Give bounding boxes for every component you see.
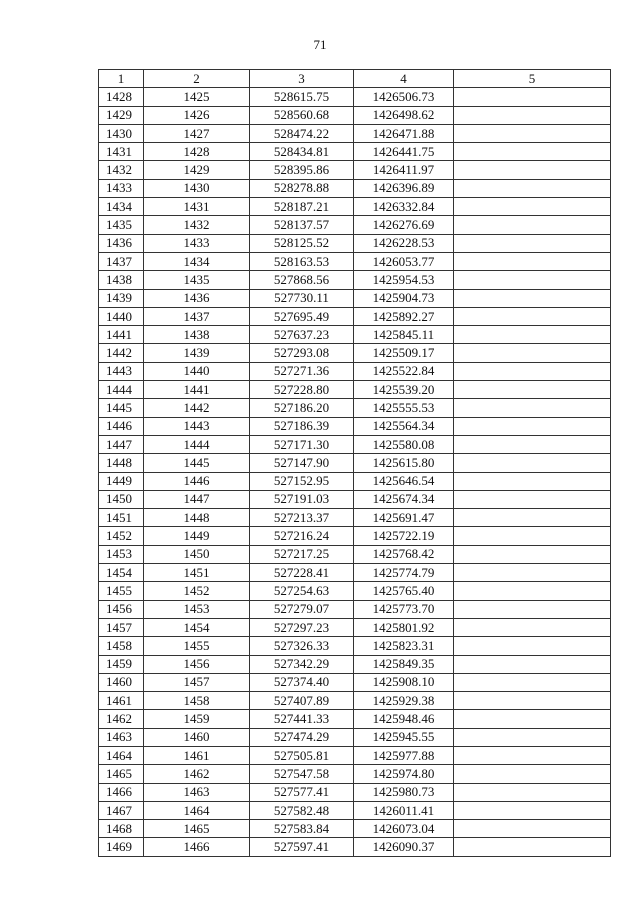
- table-cell: 527583.84: [250, 820, 354, 838]
- table-row: [99, 88, 611, 106]
- table-cell: 1447: [144, 490, 250, 508]
- table-cell: 1425555.53: [354, 399, 454, 417]
- table-row: [99, 692, 611, 710]
- table-row: [99, 435, 611, 453]
- table-cell: 1441: [99, 326, 144, 344]
- table-row: [99, 545, 611, 563]
- column-header: 5: [454, 70, 611, 88]
- table-cell: 1461: [144, 746, 250, 764]
- table-row: [99, 673, 611, 691]
- table-cell: 1434: [99, 198, 144, 216]
- table-cell: 1425646.54: [354, 472, 454, 490]
- table-cell: 1462: [144, 765, 250, 783]
- table-cell: 1425929.38: [354, 692, 454, 710]
- table-cell: 1450: [99, 490, 144, 508]
- table-cell: [454, 124, 611, 142]
- table-cell: [454, 161, 611, 179]
- table-cell: 1464: [144, 801, 250, 819]
- table-cell: 1425: [144, 88, 250, 106]
- table-row: [99, 710, 611, 728]
- table-cell: 1426011.41: [354, 801, 454, 819]
- table-cell: 1440: [144, 362, 250, 380]
- table-cell: 527297.23: [250, 618, 354, 636]
- table-cell: 1425722.19: [354, 527, 454, 545]
- table-row: [99, 326, 611, 344]
- table-row: [99, 600, 611, 618]
- table-row: [99, 399, 611, 417]
- table-cell: 1458: [144, 692, 250, 710]
- table-cell: 527228.80: [250, 381, 354, 399]
- table-cell: [454, 710, 611, 728]
- table-cell: 1426073.04: [354, 820, 454, 838]
- table-cell: 528278.88: [250, 179, 354, 197]
- table-row: [99, 161, 611, 179]
- table-cell: 1442: [99, 344, 144, 362]
- table-cell: 1425773.70: [354, 600, 454, 618]
- table-cell: [454, 216, 611, 234]
- table-cell: 1426441.75: [354, 143, 454, 161]
- table-row: [99, 655, 611, 673]
- table-cell: 1458: [99, 637, 144, 655]
- table-cell: 1425509.17: [354, 344, 454, 362]
- table-cell: [454, 344, 611, 362]
- table-cell: [454, 234, 611, 252]
- table-cell: 527868.56: [250, 271, 354, 289]
- table-cell: 1425522.84: [354, 362, 454, 380]
- table-cell: 1453: [144, 600, 250, 618]
- table-cell: [454, 454, 611, 472]
- table-cell: 1426396.89: [354, 179, 454, 197]
- table-cell: 527254.63: [250, 582, 354, 600]
- table-cell: [454, 801, 611, 819]
- table-cell: 1440: [99, 307, 144, 325]
- table-cell: 1437: [144, 307, 250, 325]
- table-cell: [454, 582, 611, 600]
- table-cell: 1434: [144, 252, 250, 270]
- table-cell: 527228.41: [250, 564, 354, 582]
- table-header-row: [99, 70, 611, 88]
- table-cell: 527441.33: [250, 710, 354, 728]
- table-cell: 1459: [144, 710, 250, 728]
- table-cell: [454, 838, 611, 856]
- table-cell: 528560.68: [250, 106, 354, 124]
- table-cell: 1454: [144, 618, 250, 636]
- table-cell: 527637.23: [250, 326, 354, 344]
- table-cell: 1425615.80: [354, 454, 454, 472]
- table-cell: [454, 673, 611, 691]
- column-header: 4: [354, 70, 454, 88]
- table-cell: 1445: [144, 454, 250, 472]
- table-cell: 527171.30: [250, 435, 354, 453]
- table-cell: 1451: [144, 564, 250, 582]
- table-cell: 527342.29: [250, 655, 354, 673]
- table-row: [99, 344, 611, 362]
- table-cell: 527216.24: [250, 527, 354, 545]
- table-cell: 1441: [144, 381, 250, 399]
- table-row: [99, 124, 611, 142]
- table-row: [99, 198, 611, 216]
- table-cell: 1425768.42: [354, 545, 454, 563]
- table-cell: 527374.40: [250, 673, 354, 691]
- table-cell: 1446: [144, 472, 250, 490]
- table-row: [99, 728, 611, 746]
- column-header: 2: [144, 70, 250, 88]
- table-row: [99, 454, 611, 472]
- table-cell: 527271.36: [250, 362, 354, 380]
- table-cell: 1426228.53: [354, 234, 454, 252]
- page-number: 71: [313, 37, 327, 52]
- table-cell: 527217.25: [250, 545, 354, 563]
- table-cell: 1425564.34: [354, 417, 454, 435]
- table-cell: 1468: [99, 820, 144, 838]
- table-cell: [454, 252, 611, 270]
- table-cell: 1452: [99, 527, 144, 545]
- column-header: 3: [250, 70, 354, 88]
- table-cell: 1428: [144, 143, 250, 161]
- table-cell: 1469: [99, 838, 144, 856]
- table-cell: [454, 307, 611, 325]
- table-cell: 527730.11: [250, 289, 354, 307]
- table-cell: 1450: [144, 545, 250, 563]
- table-cell: 1425674.34: [354, 490, 454, 508]
- table-cell: 1425765.40: [354, 582, 454, 600]
- table-cell: [454, 564, 611, 582]
- table-cell: 1453: [99, 545, 144, 563]
- table-row: [99, 307, 611, 325]
- table-cell: 527582.48: [250, 801, 354, 819]
- table-cell: [454, 820, 611, 838]
- table-cell: 1435: [99, 216, 144, 234]
- table-row: [99, 783, 611, 801]
- table-cell: 1425980.73: [354, 783, 454, 801]
- table-cell: 527407.89: [250, 692, 354, 710]
- table-cell: 1449: [144, 527, 250, 545]
- table-cell: [454, 399, 611, 417]
- table-cell: [454, 106, 611, 124]
- table-cell: 1425845.11: [354, 326, 454, 344]
- table-cell: 1431: [144, 198, 250, 216]
- table-cell: 1433: [144, 234, 250, 252]
- table-cell: 527191.03: [250, 490, 354, 508]
- table-cell: 1426498.62: [354, 106, 454, 124]
- table-cell: 1431: [99, 143, 144, 161]
- table-cell: [454, 88, 611, 106]
- table-cell: 1425954.53: [354, 271, 454, 289]
- table-cell: 1425945.55: [354, 728, 454, 746]
- table-cell: 1429: [144, 161, 250, 179]
- table-cell: 1426053.77: [354, 252, 454, 270]
- table-cell: 528474.22: [250, 124, 354, 142]
- table-cell: 527186.20: [250, 399, 354, 417]
- table-cell: [454, 179, 611, 197]
- table-cell: [454, 692, 611, 710]
- table-row: [99, 362, 611, 380]
- table-cell: 1426090.37: [354, 838, 454, 856]
- table-row: [99, 472, 611, 490]
- table-cell: 528137.57: [250, 216, 354, 234]
- table-row: [99, 106, 611, 124]
- table-cell: 1425892.27: [354, 307, 454, 325]
- table-cell: [454, 472, 611, 490]
- table-cell: [454, 600, 611, 618]
- table-cell: [454, 143, 611, 161]
- table-cell: 1464: [99, 746, 144, 764]
- table-cell: 1460: [99, 673, 144, 691]
- table-cell: 1439: [144, 344, 250, 362]
- table-cell: [454, 545, 611, 563]
- table-cell: 527147.90: [250, 454, 354, 472]
- table-cell: 1425580.08: [354, 435, 454, 453]
- table-cell: [454, 618, 611, 636]
- table-cell: 528125.52: [250, 234, 354, 252]
- table-cell: 1456: [144, 655, 250, 673]
- table-cell: 1425774.79: [354, 564, 454, 582]
- table-cell: 1456: [99, 600, 144, 618]
- table-cell: 1443: [144, 417, 250, 435]
- table-cell: 1448: [99, 454, 144, 472]
- table-row: [99, 801, 611, 819]
- table-cell: 1443: [99, 362, 144, 380]
- table-cell: 1465: [144, 820, 250, 838]
- table-cell: 1430: [99, 124, 144, 142]
- table-cell: 1444: [99, 381, 144, 399]
- table-cell: 527293.08: [250, 344, 354, 362]
- table-cell: 1425948.46: [354, 710, 454, 728]
- table-row: [99, 527, 611, 545]
- table-cell: 1446: [99, 417, 144, 435]
- table-cell: 1425691.47: [354, 509, 454, 527]
- table-row: [99, 271, 611, 289]
- table-cell: 1447: [99, 435, 144, 453]
- table-cell: 1457: [144, 673, 250, 691]
- table-cell: 1449: [99, 472, 144, 490]
- table-cell: [454, 655, 611, 673]
- table-cell: [454, 435, 611, 453]
- table-cell: 1466: [144, 838, 250, 856]
- table-cell: 527213.37: [250, 509, 354, 527]
- table-cell: 527152.95: [250, 472, 354, 490]
- table-cell: 1428: [99, 88, 144, 106]
- table-cell: [454, 527, 611, 545]
- table-cell: 528434.81: [250, 143, 354, 161]
- table-cell: 1455: [144, 637, 250, 655]
- table-cell: 1425977.88: [354, 746, 454, 764]
- table-row: [99, 637, 611, 655]
- table-cell: 1425974.80: [354, 765, 454, 783]
- table-cell: 1433: [99, 179, 144, 197]
- table-cell: [454, 271, 611, 289]
- table-cell: 527597.41: [250, 838, 354, 856]
- table-cell: [454, 289, 611, 307]
- table-row: [99, 746, 611, 764]
- table-row: [99, 509, 611, 527]
- table-cell: [454, 417, 611, 435]
- table-cell: 1445: [99, 399, 144, 417]
- table-cell: 527279.07: [250, 600, 354, 618]
- table-cell: 528615.75: [250, 88, 354, 106]
- table-cell: 1425801.92: [354, 618, 454, 636]
- table-row: [99, 417, 611, 435]
- table-cell: 1426506.73: [354, 88, 454, 106]
- table-cell: 1438: [99, 271, 144, 289]
- table-cell: 527186.39: [250, 417, 354, 435]
- table-cell: 1459: [99, 655, 144, 673]
- table-row: [99, 252, 611, 270]
- coordinates-table: [98, 69, 611, 857]
- table-cell: 1451: [99, 509, 144, 527]
- table-cell: 1444: [144, 435, 250, 453]
- table-cell: 1425904.73: [354, 289, 454, 307]
- table-cell: 527577.41: [250, 783, 354, 801]
- table-cell: 1462: [99, 710, 144, 728]
- table-cell: 1454: [99, 564, 144, 582]
- table-cell: 527547.58: [250, 765, 354, 783]
- table-cell: 1425539.20: [354, 381, 454, 399]
- table-cell: [454, 728, 611, 746]
- table-row: [99, 216, 611, 234]
- table-cell: 1448: [144, 509, 250, 527]
- table-cell: [454, 509, 611, 527]
- table-cell: 1467: [99, 801, 144, 819]
- table-cell: 1435: [144, 271, 250, 289]
- table-cell: 1439: [99, 289, 144, 307]
- table-cell: 1432: [99, 161, 144, 179]
- table-row: [99, 381, 611, 399]
- table-row: [99, 765, 611, 783]
- table-row: [99, 618, 611, 636]
- table-cell: [454, 783, 611, 801]
- table-cell: 1426: [144, 106, 250, 124]
- table-cell: 1426276.69: [354, 216, 454, 234]
- table-cell: 1438: [144, 326, 250, 344]
- table-cell: 1426471.88: [354, 124, 454, 142]
- table-cell: [454, 362, 611, 380]
- table-cell: 528395.86: [250, 161, 354, 179]
- table-cell: [454, 198, 611, 216]
- table-cell: 527474.29: [250, 728, 354, 746]
- table-row: [99, 234, 611, 252]
- table-row: [99, 143, 611, 161]
- table-row: [99, 490, 611, 508]
- table-row: [99, 564, 611, 582]
- table-cell: 1460: [144, 728, 250, 746]
- table-cell: [454, 381, 611, 399]
- table-cell: 1466: [99, 783, 144, 801]
- table-row: [99, 820, 611, 838]
- table-row: [99, 838, 611, 856]
- table-cell: 528163.53: [250, 252, 354, 270]
- table-cell: 1425908.10: [354, 673, 454, 691]
- table-cell: 1463: [99, 728, 144, 746]
- table-cell: 527326.33: [250, 637, 354, 655]
- table-cell: 1437: [99, 252, 144, 270]
- table-row: [99, 582, 611, 600]
- table-cell: 1455: [99, 582, 144, 600]
- table-cell: 1436: [99, 234, 144, 252]
- table-cell: 527695.49: [250, 307, 354, 325]
- table-cell: 1429: [99, 106, 144, 124]
- table-cell: 1457: [99, 618, 144, 636]
- table-cell: 1426411.97: [354, 161, 454, 179]
- table-cell: 1465: [99, 765, 144, 783]
- table-cell: 1426332.84: [354, 198, 454, 216]
- table-cell: [454, 326, 611, 344]
- table-cell: 1427: [144, 124, 250, 142]
- table-cell: 1425823.31: [354, 637, 454, 655]
- table-cell: 1452: [144, 582, 250, 600]
- table-cell: 1432: [144, 216, 250, 234]
- table-cell: 1463: [144, 783, 250, 801]
- table-cell: 1425849.35: [354, 655, 454, 673]
- table-cell: 1430: [144, 179, 250, 197]
- table-cell: [454, 765, 611, 783]
- table-cell: [454, 637, 611, 655]
- table-cell: 1442: [144, 399, 250, 417]
- table-row: [99, 289, 611, 307]
- table-cell: 1461: [99, 692, 144, 710]
- table-cell: 527505.81: [250, 746, 354, 764]
- column-header: 1: [99, 70, 144, 88]
- table-body: [99, 88, 611, 856]
- table-cell: 528187.21: [250, 198, 354, 216]
- table-cell: [454, 746, 611, 764]
- table-cell: [454, 490, 611, 508]
- table-cell: 1436: [144, 289, 250, 307]
- table-row: [99, 179, 611, 197]
